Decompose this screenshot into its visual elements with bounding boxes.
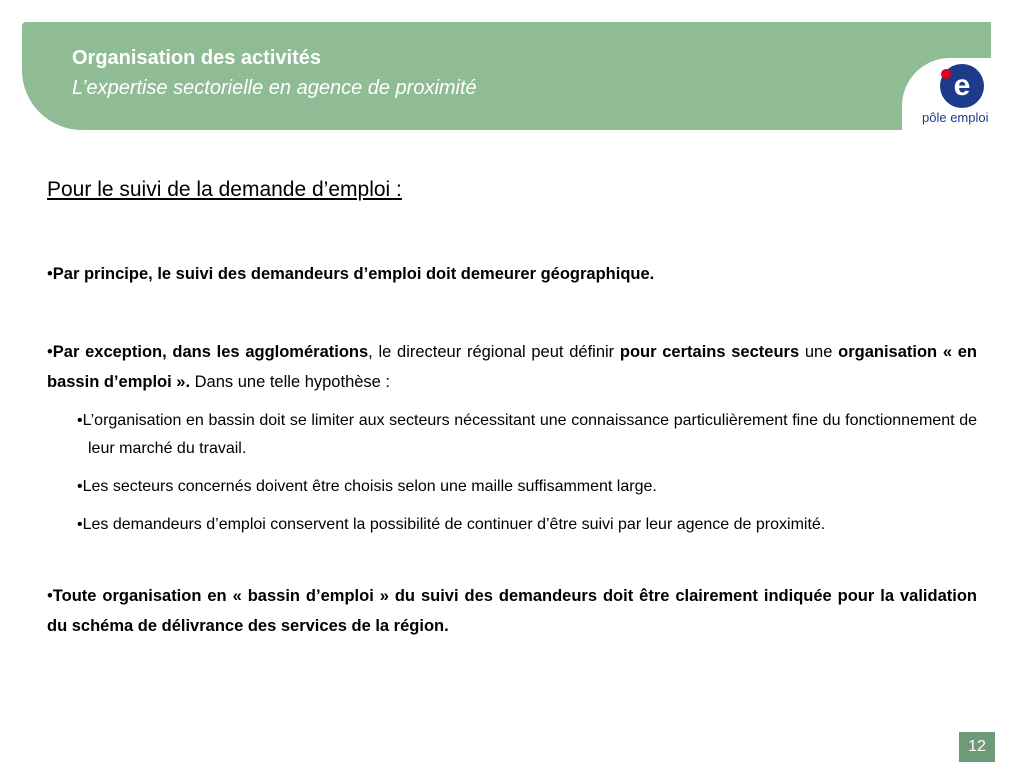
header-band [22,22,991,130]
sub-bullet-text: Les demandeurs d’emploi conservent la possibilité de continuer d’être suivi par leur agence de proximité. [82,516,826,533]
logo-brand-text: pôle emploi [922,110,989,125]
logo-letter: e [953,69,971,102]
sub-bullet-marker: • [77,516,83,533]
exception-text-2: une [799,343,839,361]
section-heading: Pour le suivi de la demande d’emploi : [47,178,402,201]
exception-bold-2: pour certains secteurs [619,343,800,361]
sub-bullet-marker: • [77,478,83,495]
sub-bullet-item [77,473,977,501]
bullet-marker: • [47,265,53,283]
pole-emploi-logo-icon [918,62,1008,114]
bullet-toute-organisation [47,581,977,641]
sub-bullet-item [77,511,977,539]
bullet-marker: • [47,343,53,361]
exception-bold-3: organisation « en bassin d’emploi ». [47,343,977,391]
sub-bullet-text: L’organisation en bassin doit se limiter aux secteurs nécessitant une connaissance particulièrement fine du fonctionnement de leur marché du travail. [82,412,977,457]
bullet-marker: • [47,587,53,605]
bullet-toute-text: Toute organisation en « bassin d’emploi » du suivi des demandeurs doit être clairement indiquée pour la validation du schéma de délivrance des services de la région. [47,587,977,635]
sub-bullet-marker: • [77,412,83,429]
slide-title: Organisation des activités [72,47,321,69]
slide-subtitle: L’expertise sectorielle en agence de proximité [72,77,477,99]
slide-body [47,175,977,641]
page-number: 12 [959,732,995,762]
bullet-exception [47,337,977,397]
bullet-principe-text: Par principe, le suivi des demandeurs d’emploi doit demeurer géographique. [52,265,655,283]
exception-text-1: , le directeur régional peut définir [368,343,620,361]
sub-bullet-text: Les secteurs concernés doivent être choisis selon une maille suffisamment large. [82,478,657,495]
exception-bold-1: Par exception, dans les agglomérations [52,343,369,361]
bullet-principe [47,259,977,289]
sub-bullet-item [77,407,977,463]
exception-text-3: Dans une telle hypothèse : [190,373,391,391]
